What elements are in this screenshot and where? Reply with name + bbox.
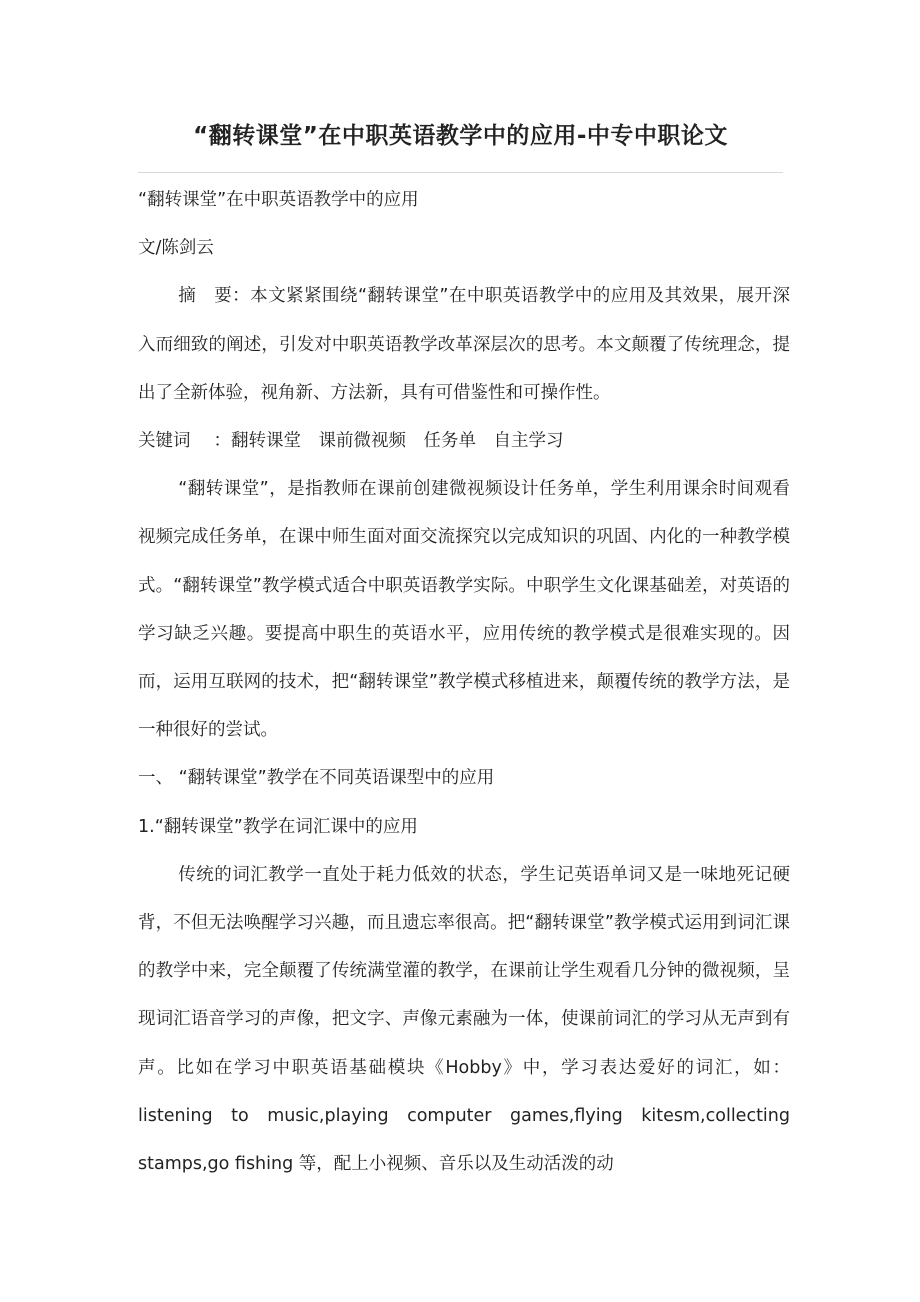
article-body: [138, 176, 790, 1188]
article-subtitle: “翻转课堂”在中职英语教学中的应用: [138, 190, 419, 210]
title-divider: [138, 172, 783, 173]
keywords-line: 关键词 ：翻转课堂 课前微视频 任务单 自主学习: [138, 431, 564, 452]
body-paragraph: 传统的词汇教学一直处于耗力低效的状态，学生记英语单词又是一味地死记硬背，不但无法唤醒学习兴趣，而且遗忘率很高。把“翻转课堂”教学模式运用到词汇课的教学中来，完全颠覆了传统满堂灌的教学，在课前让学生观看几分钟的微视频，呈现词汇语音学习的声像，把文字、声像元素融为一体，使课前词汇的学习从无声到有声。比如在学习中职英语基础模块《Hobby》中，学习表达爱好的词汇，如：listening to music,playing computer games,flying kitesm,collecting stamps,go fishing 等，配上小视频、音乐以及生动活泼的动: [138, 864, 790, 1175]
section-heading: 一、 “翻转课堂”教学在不同英语课型中的应用: [138, 768, 495, 789]
abstract-paragraph: 摘 要：本文紧紧围绕“翻转课堂”在中职英语教学中的应用及其效果，展开深入而细致的阐述，引发对中职英语教学改革深层次的思考。本文颠覆了传统理念，提出了全新体验，视角新、方法新，具有可借鉴性和可操作性。: [138, 286, 790, 403]
page-title: “翻转课堂”在中职英语教学中的应用-中专中职论文: [193, 123, 728, 149]
intro-paragraph: “翻转课堂”，是指教师在课前创建微视频设计任务单，学生利用课余时间观看视频完成任务单，在课中师生面对面交流探究以完成知识的巩固、内化的一种教学模式。“翻转课堂”教学模式适合中职英语教学实际。中职学生文化课基础差，对英语的学习缺乏兴趣。要提高中职生的英语水平，应用传统的教学模式是很难实现的。因而，运用互联网的技术，把“翻转课堂”教学模式移植进来，颠覆传统的教学方法，是一种很好的尝试。: [138, 479, 790, 741]
subsection-heading: 1.“翻转课堂”教学在词汇课中的应用: [138, 816, 418, 837]
article-author: 文/陈剑云: [138, 238, 214, 259]
